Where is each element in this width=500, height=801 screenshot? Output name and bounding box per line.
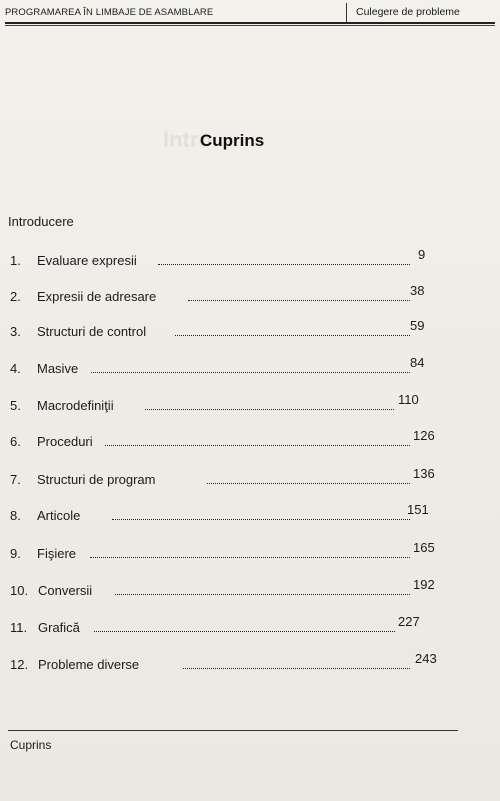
- toc-entry-label: Macrodefiniţii: [37, 398, 114, 413]
- toc-entry: [10, 466, 470, 490]
- toc-entry: [10, 614, 470, 638]
- toc-entry-number: 12.: [10, 657, 29, 672]
- toc-entry-label: Fişiere: [37, 546, 77, 561]
- toc-entry-number: 7.: [10, 472, 21, 487]
- toc-entry-page-number: 192: [413, 577, 435, 592]
- page-title: Cuprins: [200, 131, 265, 150]
- toc-entry: [10, 283, 470, 307]
- toc-entry-number: 8.: [10, 508, 21, 523]
- toc-entry-label: Proceduri: [37, 434, 93, 449]
- header-rule-thin: [5, 25, 495, 26]
- toc-entry-label: Expresii de adresare: [37, 289, 157, 304]
- header-rule: [5, 22, 495, 24]
- toc-entry: [10, 355, 470, 379]
- toc-entry-label: Structuri de program: [37, 472, 156, 487]
- running-footer: Cuprins: [10, 738, 52, 752]
- toc-entry-number: 2.: [10, 289, 21, 304]
- toc-entry: [10, 502, 470, 526]
- toc-entry: [10, 540, 470, 564]
- toc-dot-leader: [145, 409, 394, 410]
- toc-entry-label: Masive: [37, 361, 79, 376]
- toc-dot-leader: [158, 264, 410, 265]
- toc-entry-number: 9.: [10, 546, 21, 561]
- toc-entry-page-number: 38: [410, 283, 425, 298]
- toc-entry: [10, 428, 470, 452]
- toc-entry-page-number: 126: [413, 428, 435, 443]
- header-book-title: PROGRAMAREA ÎN LIMBAJE DE ASAMBLARE: [5, 7, 214, 18]
- header-divider: [346, 3, 347, 23]
- toc-dot-leader: [188, 300, 410, 301]
- toc-entry-number: 3.: [10, 324, 21, 339]
- toc-entry-number: 10.: [10, 583, 29, 598]
- toc-entry-number: 4.: [10, 361, 21, 376]
- toc-dot-leader: [207, 483, 410, 484]
- toc-dot-leader: [175, 335, 410, 336]
- toc-dot-leader: [91, 372, 410, 373]
- footer-rule: [8, 730, 458, 731]
- toc-entry-label: Articole: [37, 508, 81, 523]
- toc-entry-label: Evaluare expresii: [37, 253, 137, 268]
- toc-entry: [10, 247, 470, 271]
- toc-entry: [10, 392, 470, 416]
- header-series-title: Culegere de probleme: [356, 6, 460, 18]
- toc-entry-page-number: 151: [407, 502, 429, 517]
- toc-entry: [10, 577, 470, 601]
- toc-dot-leader: [115, 594, 410, 595]
- toc-entry-page-number: 243: [415, 651, 437, 666]
- toc-dot-leader: [105, 445, 410, 446]
- toc-entry-page-number: 59: [410, 318, 425, 333]
- toc-dot-leader: [90, 557, 410, 558]
- toc-entry-page-number: 136: [413, 466, 435, 481]
- toc-entry-number: 6.: [10, 434, 21, 449]
- toc-entry-page-number: 110: [398, 392, 419, 407]
- toc-dot-leader: [112, 519, 410, 520]
- toc-entry-label: Structuri de control: [37, 324, 147, 339]
- toc-entry-page-number: 227: [398, 614, 420, 629]
- toc-entry-number: 5.: [10, 398, 21, 413]
- toc-entry-page-number: 165: [413, 540, 435, 555]
- toc-entry-number: 11.: [10, 620, 28, 635]
- toc-entry-page-number: 9: [418, 247, 426, 262]
- toc-dot-leader: [183, 668, 410, 669]
- toc-introduction: Introducere: [8, 214, 74, 229]
- toc-entry-number: 1.: [10, 253, 21, 268]
- toc-dot-leader: [94, 631, 395, 632]
- toc-entry-label: Conversii: [38, 583, 93, 598]
- toc-entry-page-number: 84: [410, 355, 425, 370]
- toc-entry: [10, 318, 470, 342]
- toc-entry-label: Grafică: [38, 620, 80, 635]
- show-through-title: Intro: [163, 127, 212, 152]
- toc-entry: [10, 651, 470, 675]
- toc-entry-label: Probleme diverse: [38, 657, 140, 672]
